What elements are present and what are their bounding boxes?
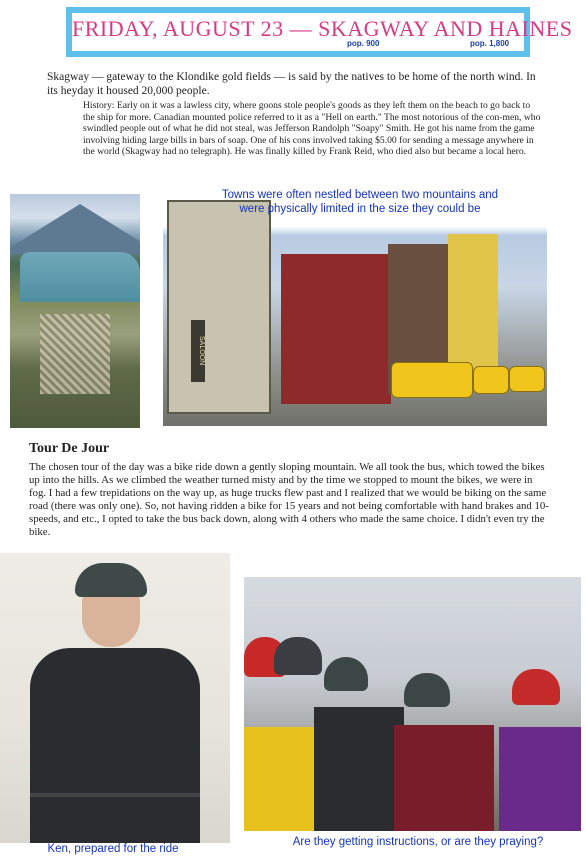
aerial-town-photo xyxy=(10,194,140,428)
population-haines: pop. 1,800 xyxy=(470,39,510,48)
group-photo xyxy=(244,577,581,831)
black-jacket xyxy=(314,707,404,831)
helmet-shape xyxy=(75,563,147,597)
dark-helmet xyxy=(324,657,368,691)
saloon-building xyxy=(167,200,271,414)
maroon-jacket xyxy=(394,725,494,831)
gray-helmet xyxy=(274,637,322,675)
title-banner xyxy=(66,7,573,57)
purple-jacket xyxy=(499,727,581,831)
inlet-water xyxy=(20,252,140,302)
bike-handlebar xyxy=(30,793,200,797)
street-scene-photo xyxy=(163,194,547,426)
tour-paragraph: The chosen tour of the day was a bike ride down a gently sloping mountain. We all took the bus, which towed the bikes up into the hills. As we climbed the weather turned misty and by the time we stopped to mount the bikes, we were in fog. I had a few trepidations on the way up, as huge trucks flew past and I realized that we would be biking on the same road (there was only one). So, not having ridden a bike for 15 years and not being comfortable with hand brakes and 10-speeds, and etc., I opted to take the bus back down, along with 4 others who made the same choice. I didn't even try the bike. xyxy=(29,461,549,538)
red-helmet xyxy=(512,669,560,705)
ken-photo xyxy=(0,553,230,843)
ken-caption: Ken, prepared for the ride xyxy=(47,843,179,855)
title-banner-inner xyxy=(72,13,573,51)
red-building xyxy=(281,254,391,404)
towns-caption: Towns were often nestled between two mountains and were physically limited in the size they could be xyxy=(221,189,499,215)
yellow-bus xyxy=(391,362,473,398)
population-skagway: pop. 900 xyxy=(347,39,380,48)
dark-helmet xyxy=(404,673,450,707)
yellow-jacket xyxy=(244,727,324,831)
tour-heading: Tour De Jour xyxy=(29,441,110,456)
yellow-bus xyxy=(473,366,509,394)
jacket-shape xyxy=(30,648,200,843)
mountain-shape xyxy=(10,204,140,254)
history-paragraph: History: Early on it was a lawless city, where goons stole people's goods as they left them on the beach to go back to the ship for more. Canadian mounted police referred to it as a "Hell on earth." The most notorious of the con-men, who swindled people out of what he did not steal, was Jefferson Randolph "Soapy" Smith. He got his name from the game involving hiding large bills in bars of soap. One of his cons involved taking $5.00 for sending a message anywhere in the world (Skagway had no telegraph). He was finally killed by Frank Reid, who died also but became a local hero. xyxy=(83,100,541,158)
yellow-bus xyxy=(509,366,545,392)
group-caption: Are they getting instructions, or are they praying? xyxy=(292,836,544,848)
saloon-sign: SALOON xyxy=(191,320,205,382)
page-title: FRIDAY, AUGUST 23 — SKAGWAY AND HAINES xyxy=(72,16,573,41)
town-grid xyxy=(40,314,110,394)
intro-paragraph: Skagway — gateway to the Klondike gold fields — is said by the natives to be home of the north wind. In its heyday it housed 20,000 people. xyxy=(47,71,536,97)
